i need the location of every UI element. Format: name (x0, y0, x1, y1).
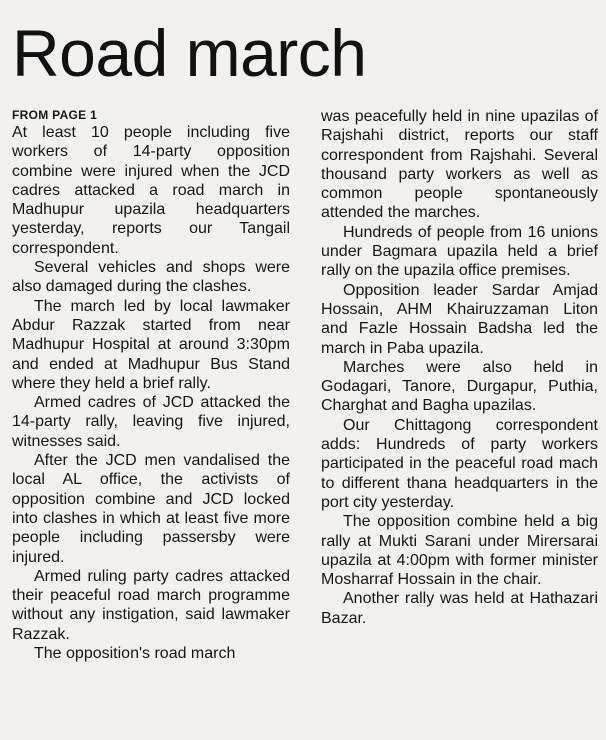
paragraph: was peacefully held in nine upazilas of Rajshahi district, reports our staff correspondent from Rajshahi. Several thousand party workers as well as common people spontaneously attended the marches. (321, 108, 598, 222)
headline: Road march (12, 16, 367, 90)
paragraph: Several vehicles and shops were also damaged during the clashes. (12, 259, 290, 296)
paragraph: The opposition combine held a big rally at Mukti Sarani under Mirersarai upazila at 4:00pm with former minister Mosharraf Hossain in the chair. (321, 513, 598, 589)
paragraph: Our Chittagong correspondent adds: Hundreds of party workers participated in the peaceful road mach to different thana headquarters in the port city yesterday. (321, 416, 598, 511)
paragraph: Marches were also held in Godagari, Tanore, Durgapur, Puthia, Charghat and Bagha upazilas. (321, 358, 598, 415)
paragraph: The opposition's road march (34, 645, 236, 663)
paragraph: Armed ruling party cadres attacked their peaceful road march programme without any instigation, said lawmaker Razzak. (12, 567, 290, 643)
paragraph: At least 10 people including five workers of 14-party opposition combine were injured when the JCD cadres attacked a road march in Madhupur upazila headquarters yesterday, reports our Tangail correspondent. (12, 124, 290, 257)
right-column (321, 107, 598, 740)
article-columns (12, 107, 598, 740)
paragraph: Another rally was held at Hathazari Bazar. (321, 590, 598, 627)
paragraph: Hundreds of people from 16 unions under Bagmara upazila held a brief rally on the upazila office premises. (321, 223, 598, 280)
paragraph: Armed cadres of JCD attacked the 14-party rally, leaving five injured, witnesses said. (12, 394, 290, 450)
paragraph: Opposition leader Sardar Amjad Hossain, AHM Khairuzzaman Liton and Fazle Hossain Badsha led the march in Paba upazila. (321, 281, 598, 357)
paragraph: The march led by local lawmaker Abdur Razzak started from near Madhupur Hospital at around 3:30pm and ended at Madhupur Bus Stand where they held a brief rally. (12, 297, 290, 392)
paragraph: After the JCD men vandalised the local AL office, the activists of opposition combine and JCD locked into clashes in which at least five more people including passersby were injured. (12, 452, 290, 566)
left-column (12, 107, 290, 740)
kicker-from-page: FROM PAGE 1 (12, 108, 98, 122)
